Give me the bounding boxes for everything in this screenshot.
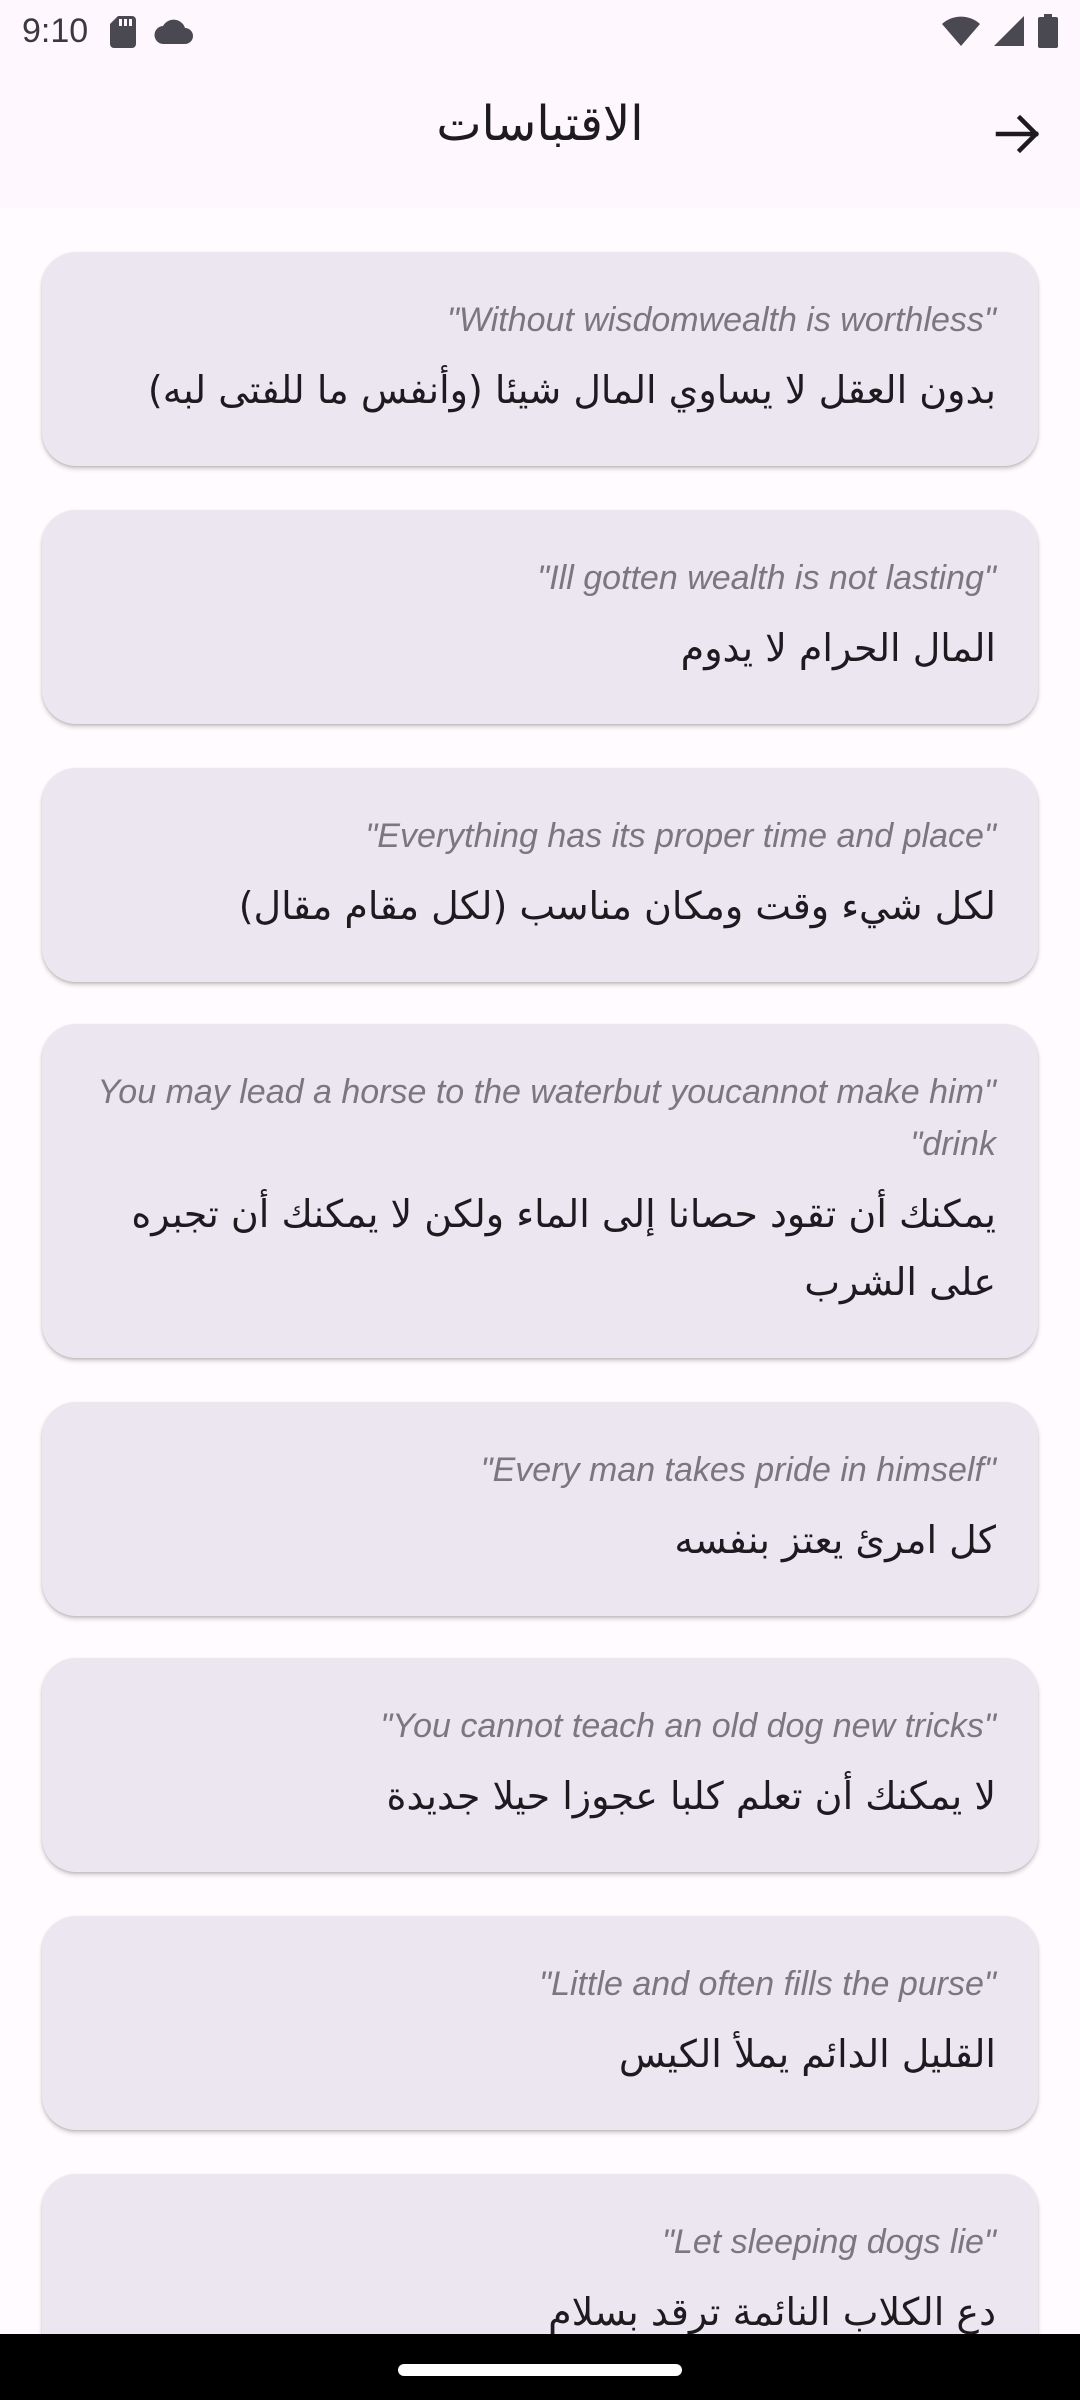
- quote-english: "You may lead a horse to the waterbut youcannot make him drink": [97, 1073, 996, 1163]
- quote-card[interactable]: [42, 2174, 1038, 2334]
- quote-card[interactable]: [42, 252, 1038, 466]
- quote-card[interactable]: [42, 1658, 1038, 1872]
- home-gesture-handle[interactable]: [398, 2364, 682, 2376]
- quote-card[interactable]: [42, 510, 1038, 724]
- quote-arabic: القليل الدائم يملأ الكيس: [618, 2032, 996, 2076]
- quotes-list[interactable]: [0, 208, 1080, 2334]
- status-time: 9:10: [22, 12, 89, 50]
- back-button[interactable]: [986, 104, 1050, 168]
- quote-english: "Every man takes pride in himself": [480, 1451, 996, 1489]
- page-title: الاقتباسات: [436, 96, 644, 152]
- quote-card[interactable]: [42, 1916, 1038, 2130]
- quote-english: "Let sleeping dogs lie": [661, 2223, 996, 2261]
- quote-arabic: المال الحرام لا يدوم: [680, 626, 996, 670]
- quote-card[interactable]: [42, 1402, 1038, 1616]
- status-right-icons: [942, 14, 1058, 52]
- quote-arabic: يمكنك أن تقود حصانا إلى الماء ولكن لا يمكنك أن تجبره على الشرب: [131, 1192, 996, 1304]
- status-bar: [0, 0, 1080, 66]
- status-left-icons: [110, 16, 194, 52]
- app-bar: [0, 66, 1080, 208]
- quote-english: "Without wisdomwealth is worthless": [446, 301, 996, 339]
- quote-arabic: لكل شيء وقت ومكان مناسب (لكل مقام مقال): [238, 884, 996, 928]
- quote-card[interactable]: [42, 1024, 1038, 1358]
- signal-icon: [994, 16, 1024, 50]
- arrow-right-icon: [994, 110, 1042, 162]
- quote-arabic: كل امرئ يعتز بنفسه: [674, 1518, 996, 1562]
- quote-arabic: بدون العقل لا يساوي المال شيئا (وأنفس ما للفتى لبه): [147, 368, 996, 412]
- quote-english: "Everything has its proper time and place": [365, 817, 996, 855]
- quote-arabic: لا يمكنك أن تعلم كلبا عجوزا حيلا جديدة: [386, 1774, 996, 1818]
- cloud-icon: [154, 18, 194, 50]
- quote-card[interactable]: [42, 768, 1038, 982]
- quote-english: "You cannot teach an old dog new tricks": [380, 1707, 996, 1745]
- quote-english: "Little and often fills the purse": [539, 1965, 996, 2003]
- sd-card-icon: [110, 16, 136, 52]
- quote-arabic: دع الكلاب النائمة ترقد بسلام: [548, 2290, 996, 2334]
- navigation-bar: [0, 2334, 1080, 2400]
- wifi-icon: [942, 16, 980, 50]
- quote-english: "Ill gotten wealth is not lasting": [537, 559, 996, 597]
- battery-icon: [1038, 14, 1058, 52]
